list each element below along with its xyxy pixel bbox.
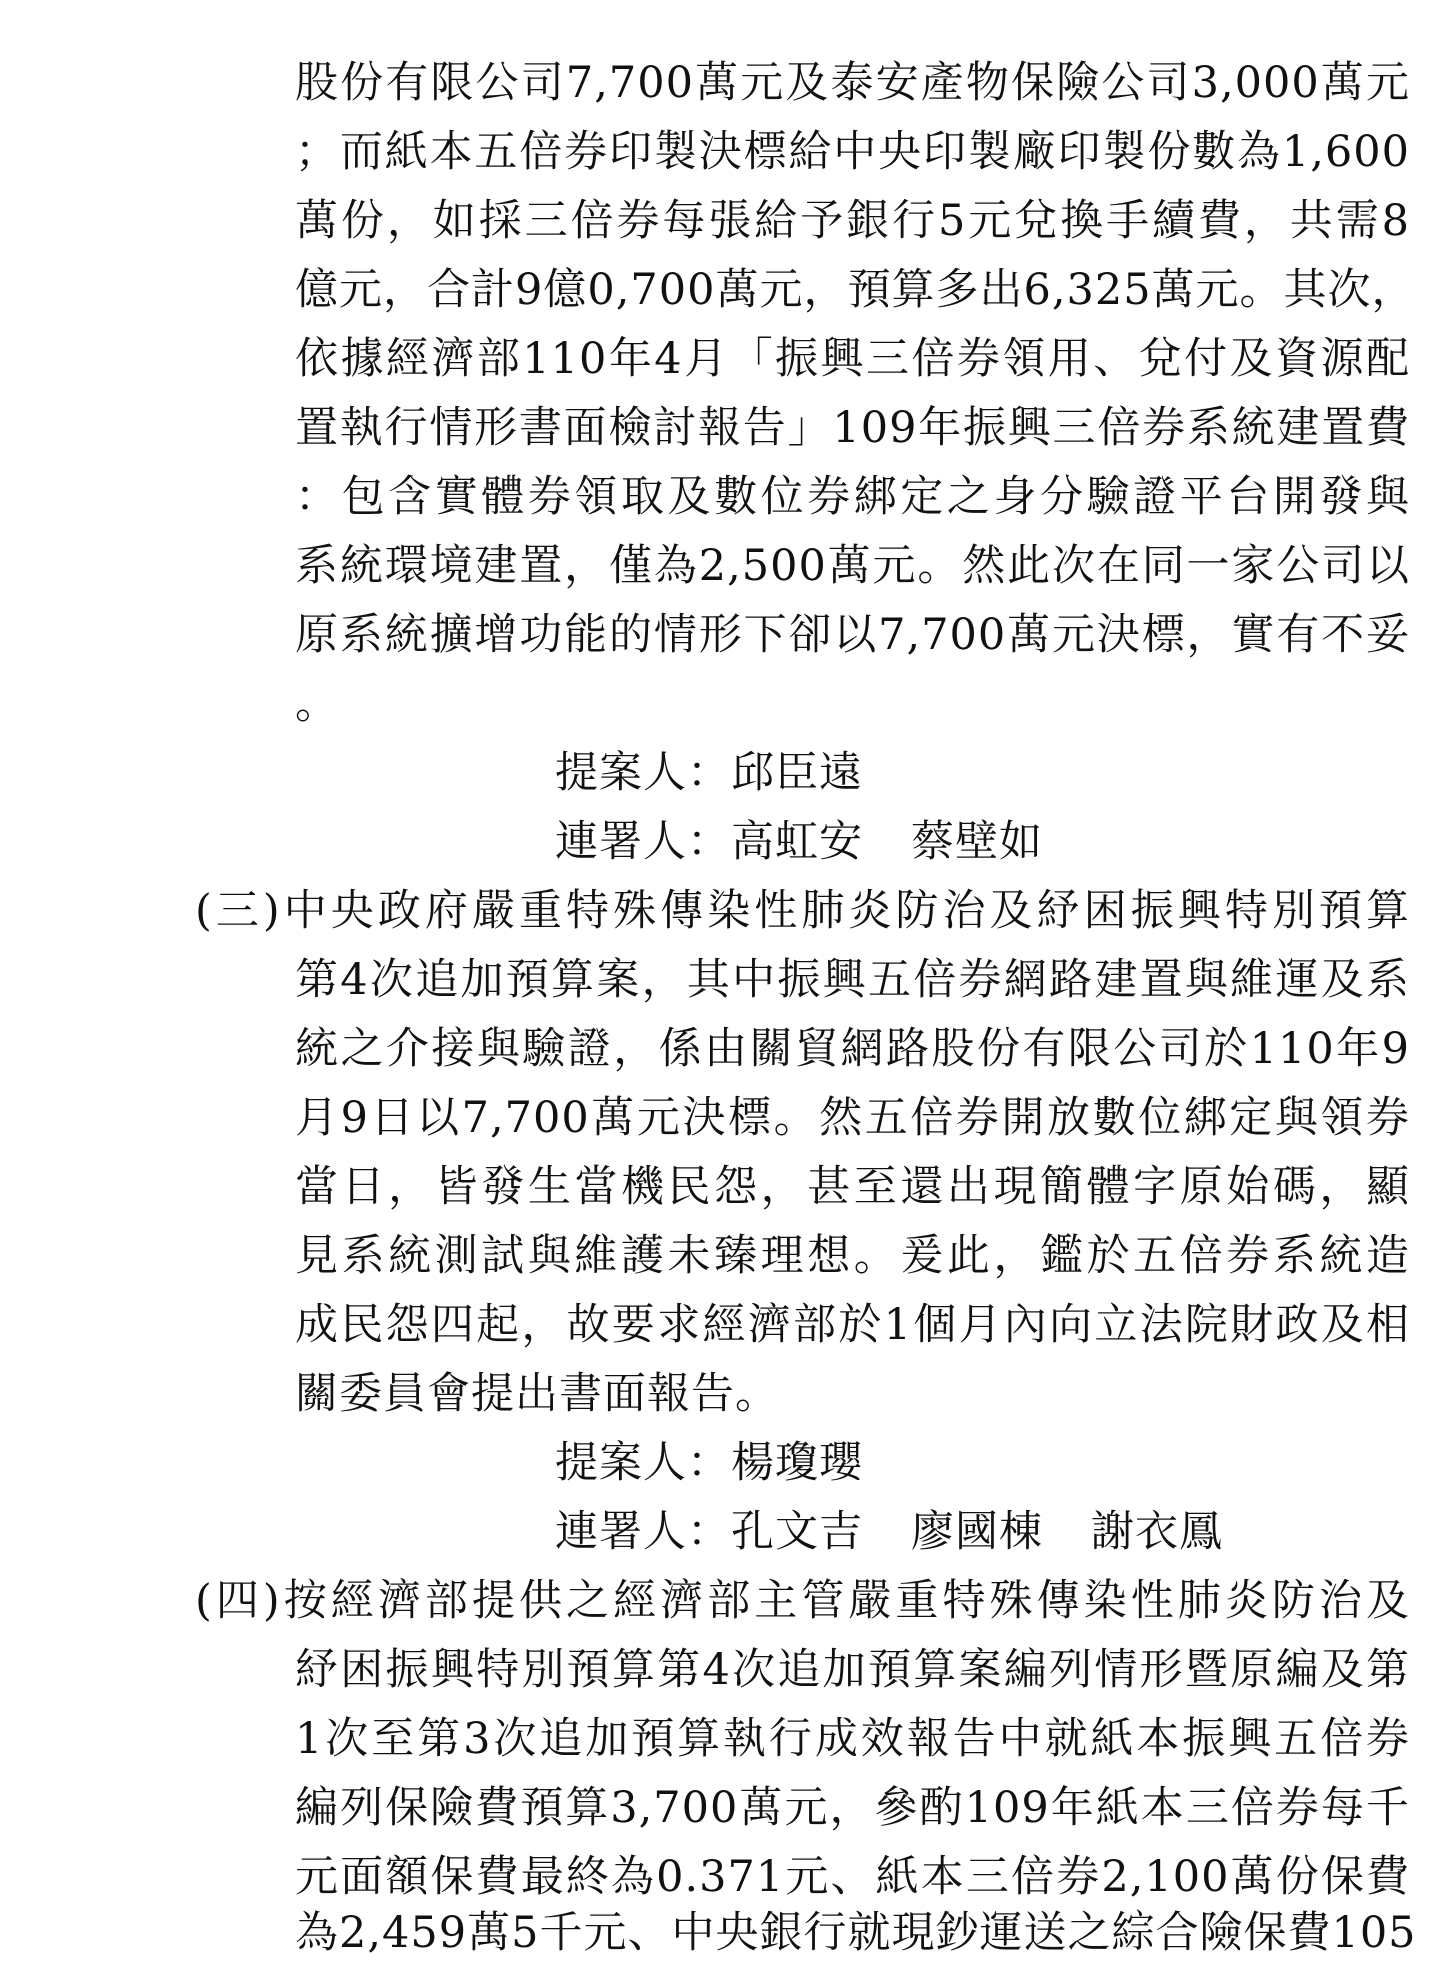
section-3-line: 當日，皆發生當機民怨，甚至還出現簡體字原始碼，顯 [295,1162,1410,1212]
section-4-line: 編列保險費預算3,700萬元，參酌109年紙本三倍券每千 [295,1783,1410,1833]
paragraph-line: 萬份，如採三倍券每張給予銀行5元兌換手續費，共需8 [295,196,1410,246]
cosigner-line [555,1497,1405,1567]
paragraph-line: 原系統擴增功能的情形下卻以7,700萬元決標，實有不妥 [295,610,1410,660]
cosigner-name: 高虹安 [731,817,863,867]
paragraph-line: 系統環境建置，僅為2,500萬元。然此次在同一家公司以 [295,541,1410,591]
section-3-line: 見系統測試與維護未臻理想。爰此，鑑於五倍券系統造 [295,1231,1410,1281]
proposer-line: 提案人：楊瓊瓔 [555,1438,863,1488]
section-3-line: 統之介接與驗證，係由關貿網路股份有限公司於110年9 [295,1024,1410,1074]
proposer-line: 提案人：邱臣遠 [555,748,863,798]
section-3-line: 關委員會提出書面報告。 [295,1369,779,1419]
section-4-line: 為2,459萬5千元、中央銀行就現鈔運送之綜合險保費105 [295,1908,1417,1958]
paragraph-line: 置執行情形書面檢討報告」109年振興三倍券系統建置費 [295,403,1410,453]
paragraph-line: ；而紙本五倍券印製決標給中央印製廠印製份數為1,600 [295,127,1410,177]
paragraph-line: 億元，合計9億0,700萬元，預算多出6,325萬元。其次， [295,265,1416,315]
paragraph-line: 股份有限公司7,700萬元及泰安產物保險公司3,000萬元 [295,58,1410,108]
cosigner-label: 連署人： [555,1507,731,1557]
cosigner-name: 謝衣鳳 [1091,1507,1223,1557]
section-4-line: 紓困振興特別預算第4次追加預算案編列情形暨原編及第 [295,1645,1410,1695]
cosigner-line [555,807,1405,877]
paragraph-line: ：包含實體券領取及數位券綁定之身分驗證平台開發與 [295,472,1410,522]
section-3-line: 第4次追加預算案，其中振興五倍券網路建置與維運及系 [295,955,1410,1005]
cosigner-name: 蔡壁如 [911,817,1043,867]
cosigner-label: 連署人： [555,817,731,867]
paragraph-line: 。 [295,679,339,729]
section-3-heading-line: (三)中央政府嚴重特殊傳染性肺炎防治及紓困振興特別預算 [195,886,1410,936]
cosigner-name: 孔文吉 [731,1507,863,1557]
section-3-line: 成民怨四起，故要求經濟部於1個月內向立法院財政及相 [295,1300,1410,1350]
section-4-line: 1次至第3次追加預算執行成效報告中就紙本振興五倍券 [295,1714,1410,1764]
section-4-heading-line: (四)按經濟部提供之經濟部主管嚴重特殊傳染性肺炎防治及 [195,1576,1410,1626]
section-3-line: 月9日以7,700萬元決標。然五倍券開放數位綁定與領券 [295,1093,1410,1143]
section-4-line: 元面額保費最終為0.371元、紙本三倍券2,100萬份保費 [295,1852,1410,1902]
paragraph-line: 依據經濟部110年4月「振興三倍券領用、兌付及資源配 [295,334,1410,384]
cosigner-name: 廖國棟 [911,1507,1043,1557]
